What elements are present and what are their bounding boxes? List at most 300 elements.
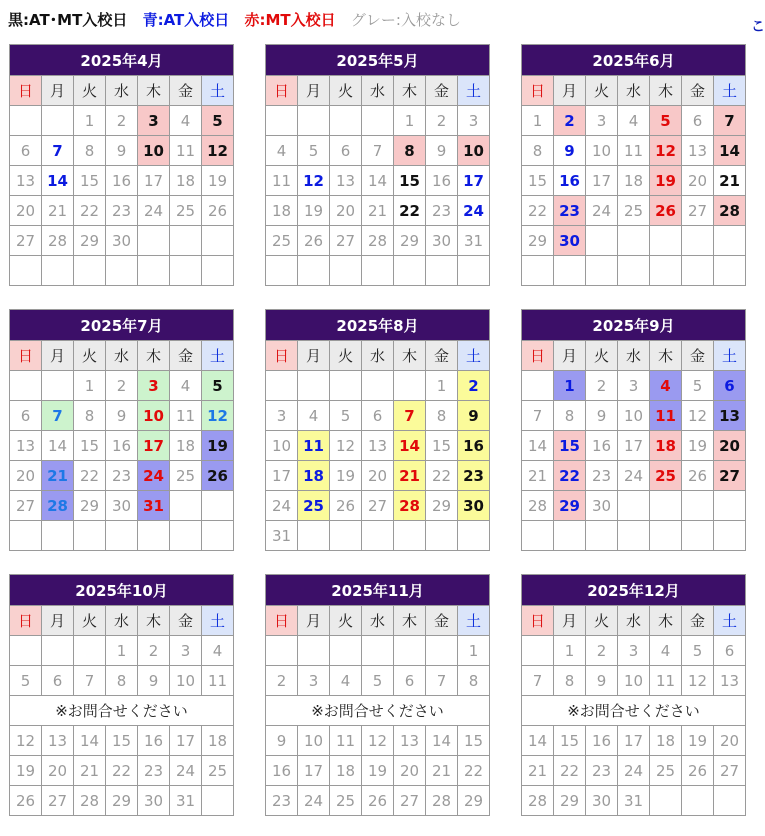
day-cell xyxy=(330,636,362,666)
day-cell: 31 xyxy=(618,786,650,816)
day-cell: 2 xyxy=(586,636,618,666)
month-title: 2025年10月 xyxy=(10,575,234,606)
day-cell: 4 xyxy=(330,666,362,696)
day-cell: 8 xyxy=(458,666,490,696)
day-cell: 8 xyxy=(554,401,586,431)
day-cell: 14 xyxy=(394,431,426,461)
weekday-header: 月 xyxy=(298,341,330,371)
day-cell xyxy=(202,786,234,816)
weekday-header: 火 xyxy=(586,606,618,636)
day-cell xyxy=(618,521,650,551)
day-cell: 14 xyxy=(42,166,74,196)
day-cell: 22 xyxy=(426,461,458,491)
day-cell: 30 xyxy=(138,786,170,816)
weekday-header: 日 xyxy=(266,341,298,371)
month-title: 2025年7月 xyxy=(10,310,234,341)
weekday-header: 日 xyxy=(266,76,298,106)
day-cell: 9 xyxy=(106,401,138,431)
day-cell: 27 xyxy=(714,756,746,786)
day-cell xyxy=(586,226,618,256)
month-title: 2025年4月 xyxy=(10,45,234,76)
day-cell xyxy=(202,226,234,256)
day-cell xyxy=(522,256,554,286)
day-cell: 3 xyxy=(586,106,618,136)
day-cell: 6 xyxy=(10,136,42,166)
weekday-header: 火 xyxy=(330,341,362,371)
day-cell: 28 xyxy=(426,786,458,816)
day-cell: 3 xyxy=(170,636,202,666)
day-cell xyxy=(362,636,394,666)
day-cell: 11 xyxy=(170,136,202,166)
day-cell: 20 xyxy=(394,756,426,786)
day-cell xyxy=(42,521,74,551)
day-cell: 13 xyxy=(394,726,426,756)
day-cell: 29 xyxy=(522,226,554,256)
day-cell: 15 xyxy=(106,726,138,756)
day-cell: 25 xyxy=(298,491,330,521)
weekday-header: 日 xyxy=(10,341,42,371)
day-cell: 24 xyxy=(298,786,330,816)
day-cell xyxy=(554,256,586,286)
weekday-header: 土 xyxy=(714,606,746,636)
day-cell: 8 xyxy=(74,136,106,166)
day-cell xyxy=(362,106,394,136)
day-cell: 11 xyxy=(330,726,362,756)
day-cell: 11 xyxy=(202,666,234,696)
day-cell xyxy=(682,256,714,286)
day-cell xyxy=(10,106,42,136)
day-cell xyxy=(10,636,42,666)
day-cell: 11 xyxy=(618,136,650,166)
day-cell: 23 xyxy=(106,461,138,491)
day-cell: 10 xyxy=(138,401,170,431)
weekday-header: 水 xyxy=(106,606,138,636)
day-cell: 10 xyxy=(618,401,650,431)
day-cell: 7 xyxy=(522,401,554,431)
day-cell xyxy=(618,226,650,256)
day-cell: 23 xyxy=(586,461,618,491)
day-cell: 25 xyxy=(330,786,362,816)
day-cell: 2 xyxy=(138,636,170,666)
day-cell: 13 xyxy=(714,401,746,431)
day-cell: 16 xyxy=(458,431,490,461)
day-cell: 6 xyxy=(682,106,714,136)
day-cell: 7 xyxy=(42,136,74,166)
day-cell: 21 xyxy=(426,756,458,786)
day-cell: 7 xyxy=(42,401,74,431)
day-cell: 15 xyxy=(426,431,458,461)
day-cell: 26 xyxy=(682,461,714,491)
day-cell xyxy=(362,371,394,401)
day-cell: 12 xyxy=(202,401,234,431)
day-cell: 29 xyxy=(458,786,490,816)
day-cell xyxy=(682,491,714,521)
day-cell xyxy=(202,256,234,286)
weekday-header: 土 xyxy=(714,341,746,371)
day-cell: 16 xyxy=(554,166,586,196)
weekday-header: 土 xyxy=(202,341,234,371)
weekday-header: 火 xyxy=(586,76,618,106)
day-cell xyxy=(266,636,298,666)
day-cell: 12 xyxy=(202,136,234,166)
day-cell: 4 xyxy=(170,371,202,401)
weekday-header: 月 xyxy=(554,341,586,371)
day-cell xyxy=(170,491,202,521)
weekday-header: 月 xyxy=(298,76,330,106)
day-cell: 5 xyxy=(202,371,234,401)
day-cell: 15 xyxy=(74,431,106,461)
day-cell: 31 xyxy=(138,491,170,521)
day-cell: 4 xyxy=(298,401,330,431)
day-cell xyxy=(74,521,106,551)
day-cell: 5 xyxy=(330,401,362,431)
day-cell: 9 xyxy=(106,136,138,166)
day-cell xyxy=(298,371,330,401)
day-cell xyxy=(458,521,490,551)
day-cell: 7 xyxy=(522,666,554,696)
day-cell: 2 xyxy=(106,371,138,401)
day-cell: 10 xyxy=(170,666,202,696)
day-cell: 30 xyxy=(426,226,458,256)
weekday-header: 金 xyxy=(170,341,202,371)
day-cell: 15 xyxy=(458,726,490,756)
day-cell: 19 xyxy=(682,431,714,461)
day-cell: 11 xyxy=(650,666,682,696)
day-cell: 27 xyxy=(394,786,426,816)
day-cell: 3 xyxy=(618,371,650,401)
day-cell: 28 xyxy=(522,491,554,521)
day-cell: 9 xyxy=(138,666,170,696)
day-cell: 4 xyxy=(266,136,298,166)
weekday-header: 木 xyxy=(394,76,426,106)
day-cell: 25 xyxy=(170,196,202,226)
day-cell xyxy=(714,226,746,256)
day-cell xyxy=(682,786,714,816)
day-cell xyxy=(362,521,394,551)
day-cell: 7 xyxy=(394,401,426,431)
month-title: 2025年12月 xyxy=(522,575,746,606)
day-cell xyxy=(170,521,202,551)
day-cell: 17 xyxy=(170,726,202,756)
legend-gray: グレー:入校なし xyxy=(350,11,461,29)
day-cell: 28 xyxy=(362,226,394,256)
weekday-header: 木 xyxy=(138,606,170,636)
day-cell: 1 xyxy=(74,371,106,401)
day-cell: 18 xyxy=(650,431,682,461)
day-cell: 2 xyxy=(586,371,618,401)
day-cell: 19 xyxy=(362,756,394,786)
day-cell: 31 xyxy=(266,521,298,551)
month-title: 2025年9月 xyxy=(522,310,746,341)
day-cell: 28 xyxy=(522,786,554,816)
day-cell xyxy=(650,786,682,816)
day-cell: 17 xyxy=(298,756,330,786)
day-cell: 25 xyxy=(202,756,234,786)
day-cell: 10 xyxy=(138,136,170,166)
day-cell xyxy=(522,636,554,666)
day-cell: 19 xyxy=(298,196,330,226)
day-cell: 10 xyxy=(298,726,330,756)
day-cell: 5 xyxy=(202,106,234,136)
day-cell xyxy=(458,256,490,286)
month-calendar xyxy=(265,309,490,551)
weekday-header: 木 xyxy=(650,76,682,106)
day-cell xyxy=(426,521,458,551)
day-cell: 30 xyxy=(554,226,586,256)
day-cell: 30 xyxy=(458,491,490,521)
day-cell: 6 xyxy=(42,666,74,696)
day-cell: 29 xyxy=(554,491,586,521)
weekday-header: 日 xyxy=(522,341,554,371)
day-cell: 17 xyxy=(458,166,490,196)
weekday-header: 水 xyxy=(362,341,394,371)
weekday-header: 火 xyxy=(74,76,106,106)
legend-blue: 青:AT入校日 xyxy=(142,11,230,29)
day-cell: 3 xyxy=(138,106,170,136)
month-title: 2025年6月 xyxy=(522,45,746,76)
day-cell: 5 xyxy=(362,666,394,696)
day-cell: 24 xyxy=(586,196,618,226)
day-cell: 19 xyxy=(650,166,682,196)
day-cell xyxy=(138,521,170,551)
month-calendar xyxy=(521,574,746,816)
day-cell: 12 xyxy=(362,726,394,756)
day-cell: 5 xyxy=(10,666,42,696)
day-cell: 19 xyxy=(10,756,42,786)
day-cell: 22 xyxy=(522,196,554,226)
day-cell: 3 xyxy=(298,666,330,696)
day-cell: 3 xyxy=(138,371,170,401)
weekday-header: 日 xyxy=(266,606,298,636)
day-cell: 5 xyxy=(682,636,714,666)
day-cell: 17 xyxy=(138,166,170,196)
day-cell xyxy=(522,521,554,551)
day-cell xyxy=(394,636,426,666)
day-cell: 16 xyxy=(586,431,618,461)
day-cell: 13 xyxy=(362,431,394,461)
day-cell: 1 xyxy=(74,106,106,136)
weekday-header: 木 xyxy=(394,341,426,371)
day-cell: 4 xyxy=(202,636,234,666)
day-cell: 14 xyxy=(714,136,746,166)
day-cell xyxy=(42,256,74,286)
day-cell: 24 xyxy=(618,461,650,491)
weekday-header: 金 xyxy=(426,606,458,636)
day-cell xyxy=(298,256,330,286)
month-calendar xyxy=(9,309,234,551)
weekday-header: 月 xyxy=(554,606,586,636)
day-cell: 27 xyxy=(714,461,746,491)
day-cell: 15 xyxy=(554,431,586,461)
day-cell xyxy=(298,521,330,551)
weekday-header: 火 xyxy=(330,76,362,106)
day-cell: 29 xyxy=(554,786,586,816)
month-title: 2025年5月 xyxy=(266,45,490,76)
weekday-header: 金 xyxy=(426,76,458,106)
weekday-header: 土 xyxy=(458,606,490,636)
day-cell: 23 xyxy=(106,196,138,226)
day-cell xyxy=(42,636,74,666)
day-cell: 30 xyxy=(586,786,618,816)
day-cell xyxy=(586,256,618,286)
day-cell xyxy=(106,256,138,286)
weekday-header: 水 xyxy=(618,341,650,371)
day-cell: 21 xyxy=(394,461,426,491)
day-cell: 6 xyxy=(10,401,42,431)
day-cell: 24 xyxy=(138,196,170,226)
weekday-header: 金 xyxy=(170,606,202,636)
day-cell: 12 xyxy=(650,136,682,166)
day-cell: 9 xyxy=(554,136,586,166)
day-cell: 6 xyxy=(714,636,746,666)
day-cell xyxy=(138,256,170,286)
day-cell: 13 xyxy=(330,166,362,196)
inquiry-note: ※お問合せください xyxy=(266,696,490,726)
day-cell: 21 xyxy=(42,461,74,491)
weekday-header: 金 xyxy=(426,341,458,371)
month-calendar xyxy=(9,44,234,286)
month-calendar xyxy=(265,44,490,286)
day-cell: 22 xyxy=(106,756,138,786)
day-cell: 13 xyxy=(10,166,42,196)
day-cell xyxy=(714,491,746,521)
day-cell: 15 xyxy=(522,166,554,196)
day-cell xyxy=(10,256,42,286)
day-cell: 29 xyxy=(74,226,106,256)
day-cell: 18 xyxy=(170,431,202,461)
day-cell: 30 xyxy=(586,491,618,521)
day-cell: 18 xyxy=(266,196,298,226)
month-calendar xyxy=(521,44,746,286)
day-cell: 8 xyxy=(106,666,138,696)
day-cell: 26 xyxy=(330,491,362,521)
day-cell xyxy=(106,521,138,551)
day-cell: 27 xyxy=(330,226,362,256)
weekday-header: 金 xyxy=(682,606,714,636)
weekday-header: 金 xyxy=(682,76,714,106)
month-calendar xyxy=(265,574,490,816)
day-cell: 9 xyxy=(458,401,490,431)
day-cell: 14 xyxy=(42,431,74,461)
day-cell xyxy=(650,256,682,286)
day-cell: 21 xyxy=(522,756,554,786)
day-cell xyxy=(714,256,746,286)
day-cell: 2 xyxy=(458,371,490,401)
day-cell: 24 xyxy=(266,491,298,521)
day-cell xyxy=(522,371,554,401)
weekday-header: 土 xyxy=(458,76,490,106)
day-cell: 10 xyxy=(618,666,650,696)
weekday-header: 火 xyxy=(586,341,618,371)
day-cell xyxy=(714,786,746,816)
day-cell: 1 xyxy=(458,636,490,666)
day-cell xyxy=(42,106,74,136)
day-cell xyxy=(394,371,426,401)
day-cell: 19 xyxy=(682,726,714,756)
day-cell: 10 xyxy=(458,136,490,166)
day-cell xyxy=(10,371,42,401)
day-cell: 8 xyxy=(522,136,554,166)
day-cell: 15 xyxy=(394,166,426,196)
day-cell xyxy=(298,636,330,666)
day-cell: 18 xyxy=(202,726,234,756)
day-cell: 21 xyxy=(42,196,74,226)
day-cell: 7 xyxy=(426,666,458,696)
day-cell xyxy=(714,521,746,551)
day-cell: 15 xyxy=(74,166,106,196)
day-cell: 8 xyxy=(394,136,426,166)
day-cell xyxy=(74,636,106,666)
inquiry-note: ※お問合せください xyxy=(522,696,746,726)
day-cell: 20 xyxy=(682,166,714,196)
day-cell: 9 xyxy=(266,726,298,756)
day-cell: 22 xyxy=(74,461,106,491)
day-cell: 23 xyxy=(426,196,458,226)
day-cell: 17 xyxy=(586,166,618,196)
day-cell: 5 xyxy=(298,136,330,166)
day-cell: 6 xyxy=(394,666,426,696)
day-cell: 11 xyxy=(266,166,298,196)
day-cell: 7 xyxy=(74,666,106,696)
day-cell: 26 xyxy=(650,196,682,226)
day-cell: 31 xyxy=(170,786,202,816)
weekday-header: 土 xyxy=(202,76,234,106)
day-cell xyxy=(330,371,362,401)
day-cell: 2 xyxy=(554,106,586,136)
weekday-header: 月 xyxy=(42,606,74,636)
day-cell: 20 xyxy=(362,461,394,491)
day-cell: 24 xyxy=(170,756,202,786)
day-cell xyxy=(42,371,74,401)
weekday-header: 木 xyxy=(650,341,682,371)
day-cell: 25 xyxy=(266,226,298,256)
weekday-header: 土 xyxy=(458,341,490,371)
day-cell: 24 xyxy=(138,461,170,491)
day-cell: 19 xyxy=(202,166,234,196)
day-cell: 6 xyxy=(714,371,746,401)
day-cell: 12 xyxy=(682,401,714,431)
day-cell: 28 xyxy=(714,196,746,226)
weekday-header: 金 xyxy=(682,341,714,371)
day-cell: 24 xyxy=(618,756,650,786)
day-cell: 28 xyxy=(394,491,426,521)
day-cell: 17 xyxy=(618,431,650,461)
weekday-header: 月 xyxy=(554,76,586,106)
day-cell: 16 xyxy=(106,166,138,196)
day-cell xyxy=(170,226,202,256)
day-cell xyxy=(554,521,586,551)
day-cell: 16 xyxy=(586,726,618,756)
day-cell: 13 xyxy=(682,136,714,166)
day-cell: 29 xyxy=(394,226,426,256)
day-cell: 23 xyxy=(554,196,586,226)
month-calendar xyxy=(521,309,746,551)
day-cell: 1 xyxy=(106,636,138,666)
day-cell: 9 xyxy=(586,401,618,431)
day-cell: 22 xyxy=(74,196,106,226)
day-cell: 29 xyxy=(74,491,106,521)
day-cell: 31 xyxy=(458,226,490,256)
day-cell: 7 xyxy=(362,136,394,166)
day-cell: 22 xyxy=(554,461,586,491)
weekday-header: 月 xyxy=(42,341,74,371)
day-cell: 4 xyxy=(650,371,682,401)
day-cell: 18 xyxy=(298,461,330,491)
day-cell: 9 xyxy=(586,666,618,696)
corner-mark: こ xyxy=(751,19,765,35)
weekday-header: 土 xyxy=(202,606,234,636)
day-cell: 21 xyxy=(714,166,746,196)
